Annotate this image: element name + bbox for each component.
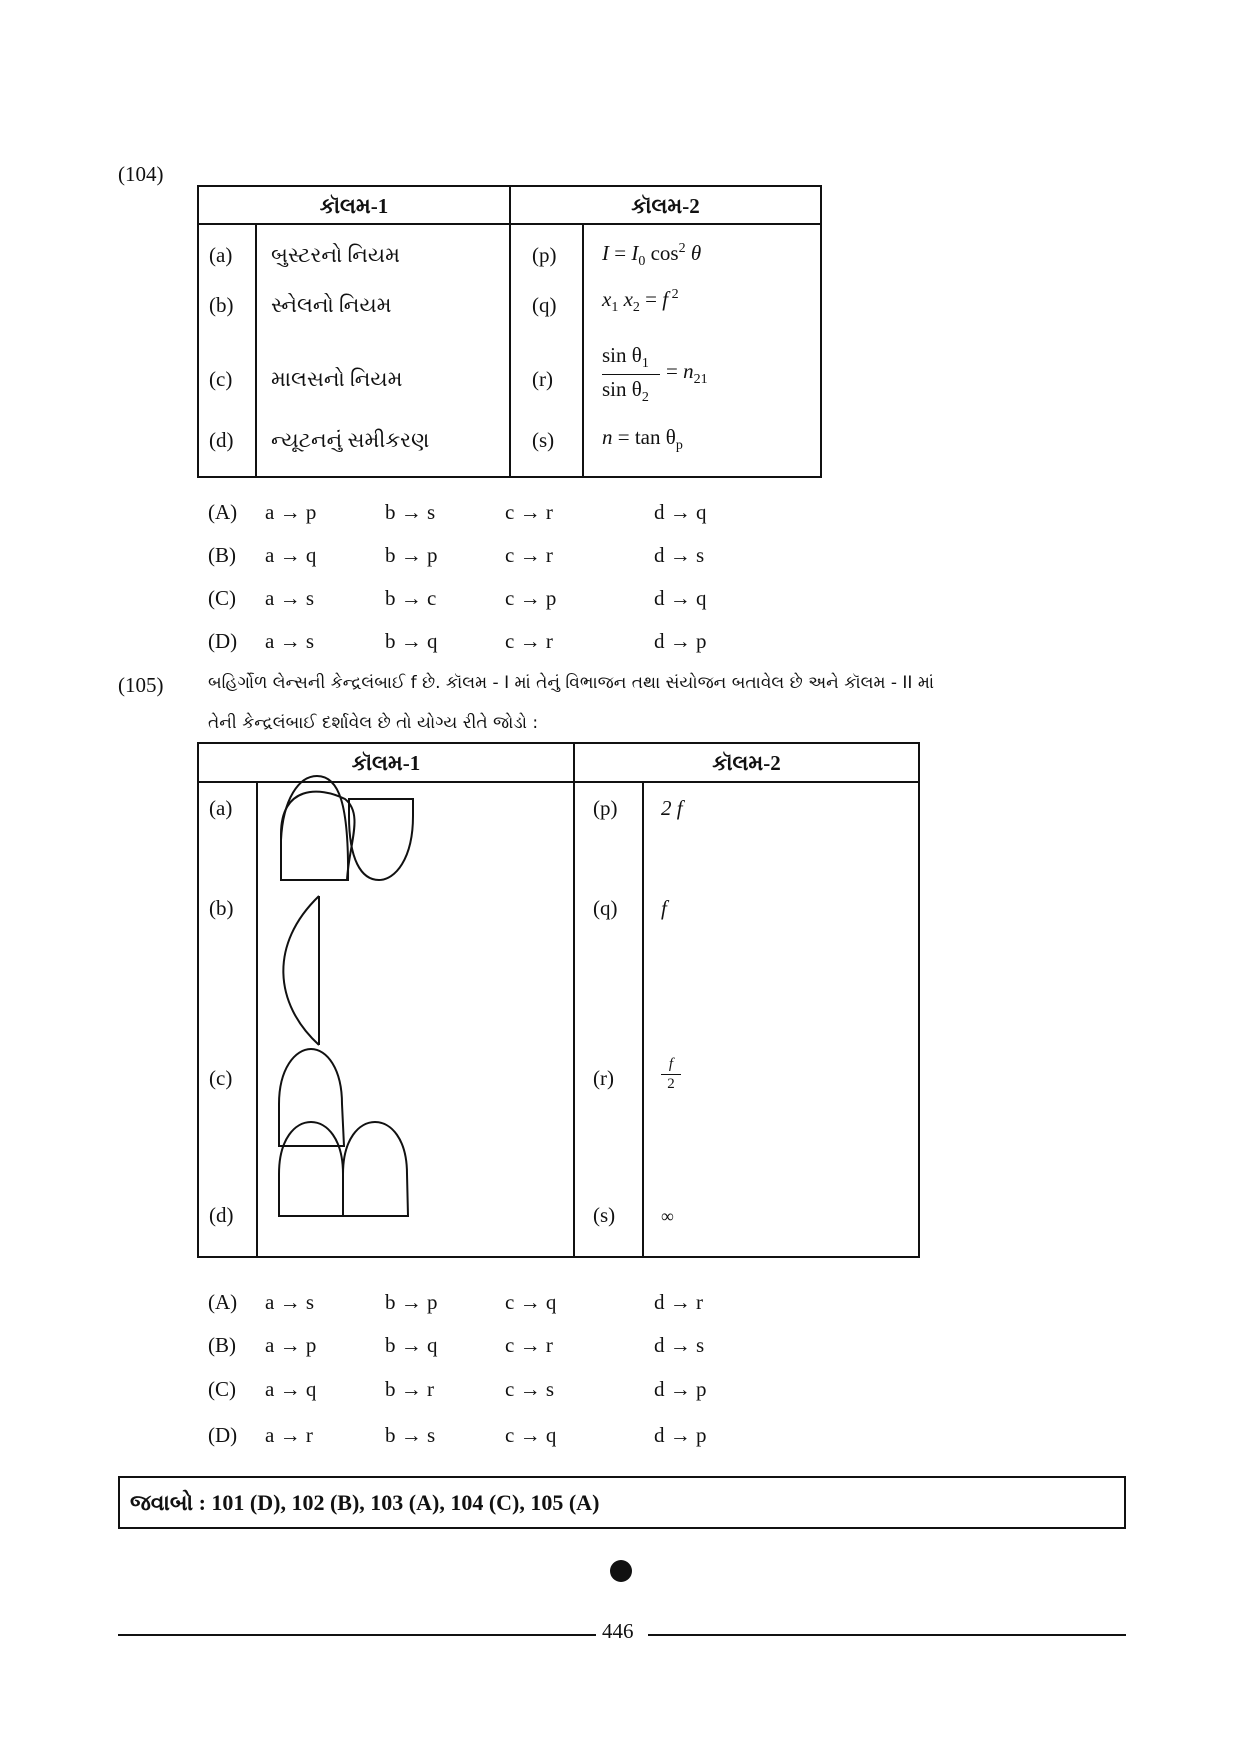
formula-newton: $x_1$ $x_2 = f$ $^2$ xyxy=(602,287,679,316)
lens-split-pair-icon xyxy=(281,776,413,880)
question-text-105-line1: બહિર્ગોળ લેન્સની કેન્દ્રલંબાઈ f છે. કૉલમ - I માં તેનું વિભાજન તથા સંયોજન બતાવેલ છે અને કૉલમ - II માં xyxy=(208,673,934,693)
formula-brewster: $n = \tan \theta_p$ xyxy=(602,425,683,454)
row-label-d: (d) xyxy=(209,428,234,452)
match-table-104 xyxy=(197,185,822,478)
row-label-s: (s) xyxy=(593,1203,616,1227)
lens-diagrams xyxy=(199,744,918,1256)
value-p: 2 f xyxy=(661,796,683,820)
row-label-a: (a) xyxy=(209,243,233,267)
row-label-b: (b) xyxy=(209,896,234,920)
value-r-fraction: f 2 xyxy=(661,1056,681,1093)
formula-snell: $\sin \theta_1$ $\sin \theta_2$ = $n_{21}$ xyxy=(602,343,708,406)
question-text-105-line2: તેની કેન્દ્રલંબાઈ દર્શાવેલ છે તો યોગ્ય રીતે જોડો : xyxy=(208,713,539,733)
col2-header: કૉલમ-2 xyxy=(712,751,781,775)
row-label-q: (q) xyxy=(532,293,557,317)
bullet-dot xyxy=(610,1560,632,1582)
col2-header: કૉલમ-2 xyxy=(631,194,700,218)
row-text-b: સ્નેલનો નિયમ xyxy=(271,293,392,317)
lens-half-icon xyxy=(279,1049,344,1146)
row-text-a: બુસ્ટરનો નિયમ xyxy=(271,243,400,267)
row-label-p: (p) xyxy=(593,796,618,820)
col1-header: કૉલમ-1 xyxy=(351,751,421,775)
row-label-d: (d) xyxy=(209,1203,234,1227)
row-label-q: (q) xyxy=(593,896,618,920)
answer-box xyxy=(118,1476,1126,1529)
lens-planoconvex-icon xyxy=(283,896,319,1045)
row-text-d: ન્યૂટનનું સમીકરણ xyxy=(271,428,430,452)
col1-header: કૉલમ-1 xyxy=(319,194,389,218)
row-label-p: (p) xyxy=(532,243,557,267)
page-number: 446 xyxy=(602,1619,634,1643)
row-label-b: (b) xyxy=(209,293,234,317)
footer-rule-left xyxy=(118,1634,596,1636)
row-label-c: (c) xyxy=(209,367,233,391)
row-label-s: (s) xyxy=(532,428,555,452)
match-table-105 xyxy=(197,742,920,1258)
row-label-a: (a) xyxy=(209,796,233,820)
question-number-105: (105) xyxy=(118,673,164,697)
row-label-c: (c) xyxy=(209,1066,233,1090)
row-text-c: માલસનો નિયમ xyxy=(271,367,403,391)
value-s: ∞ xyxy=(661,1206,674,1226)
value-q: f xyxy=(661,896,667,920)
row-label-r: (r) xyxy=(532,367,553,391)
formula-malus: $I = I_0$ $\cos^2 \theta$ xyxy=(602,241,702,270)
question-number-104: (104) xyxy=(118,162,164,186)
answer-text: 101 (D), 102 (B), 103 (A), 104 (C), 105 (A) xyxy=(211,1490,600,1515)
answer-label: જવાબો : xyxy=(130,1490,206,1515)
footer-rule-right xyxy=(648,1634,1126,1636)
row-label-r: (r) xyxy=(593,1066,614,1090)
